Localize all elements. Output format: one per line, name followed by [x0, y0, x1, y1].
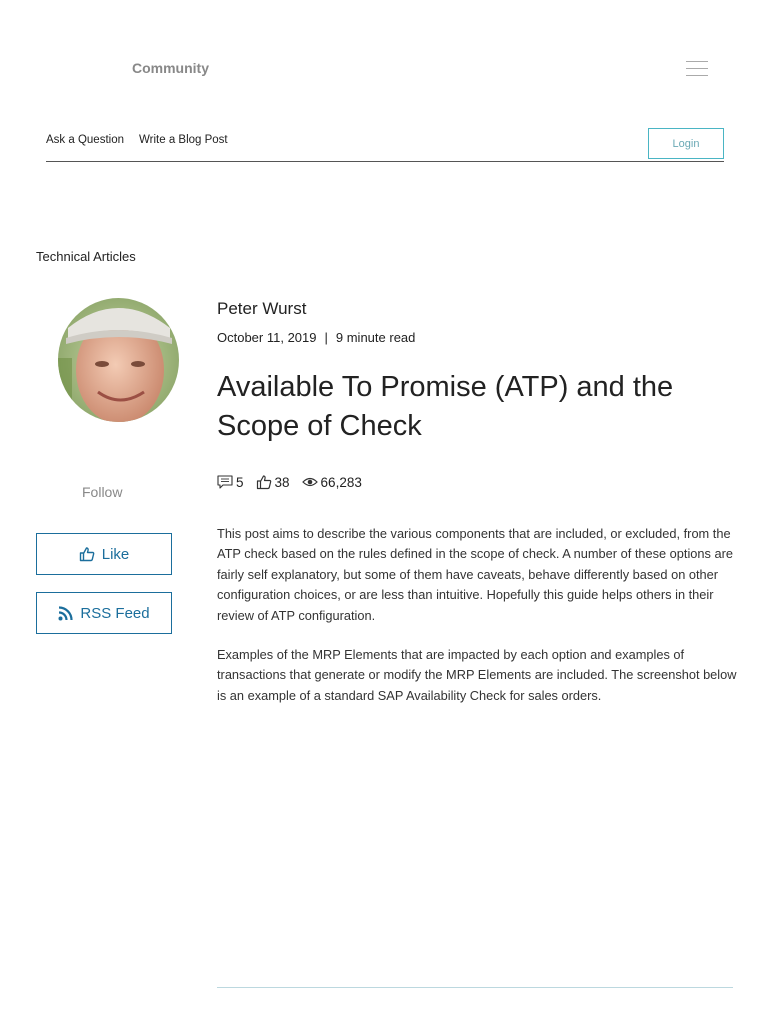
read-time: 9 minute read — [335, 330, 416, 345]
rss-feed-button[interactable] — [36, 592, 172, 634]
comment-icon — [217, 475, 233, 489]
eye-icon — [302, 476, 318, 488]
write-blog-post-link[interactable]: Write a Blog Post — [139, 134, 228, 146]
like-button[interactable] — [36, 533, 172, 575]
like-count: 38 — [274, 474, 290, 490]
article-meta — [217, 330, 415, 345]
ask-question-link[interactable]: Ask a Question — [46, 134, 124, 146]
hamburger-menu-icon[interactable] — [686, 61, 708, 77]
thumbs-up-icon — [256, 474, 272, 490]
like-button-label: Like — [101, 545, 130, 563]
follow-link[interactable]: Follow — [82, 484, 123, 500]
views-stat — [302, 475, 362, 490]
article-body — [217, 524, 739, 725]
likes-stat[interactable] — [256, 474, 290, 490]
meta-separator: | — [324, 330, 328, 345]
breadcrumb[interactable]: Technical Articles — [36, 249, 136, 264]
author-name[interactable]: Peter Wurst — [217, 299, 307, 318]
rss-icon — [58, 606, 73, 621]
content-divider — [217, 987, 733, 988]
article-stats — [217, 474, 374, 490]
header-community-label[interactable]: Community — [132, 60, 209, 76]
publish-date: October 11, 2019 — [217, 330, 317, 345]
subnav-bar — [46, 128, 724, 162]
rss-button-label: RSS Feed — [80, 604, 150, 622]
comments-stat[interactable] — [217, 475, 244, 490]
article-paragraph: This post aims to describe the various components that are included, or excluded, from the ATP check based on the rules defined in the scope of check. A number of these options are fairly self explanatory, but some of them have caveats, behave differently based on other configuration choices, or are less than intuitive. Hopefully this guide helps others in their review of ATP configuration. — [217, 526, 733, 623]
view-count: 66,283 — [320, 474, 362, 490]
article-paragraph: Examples of the MRP Elements that are impacted by each option and examples of transactions that generate or modify the MRP Elements are included. The screenshot below is an example of a standard SAP Availability Check for sales orders. — [217, 647, 737, 703]
login-button[interactable]: Login — [648, 128, 724, 159]
avatar-photo — [58, 298, 179, 422]
article-title: Available To Promise (ATP) and the Scope of Check — [217, 371, 674, 442]
author-avatar[interactable] — [58, 298, 179, 422]
comment-count: 5 — [236, 474, 244, 490]
thumbs-up-icon — [79, 546, 95, 562]
